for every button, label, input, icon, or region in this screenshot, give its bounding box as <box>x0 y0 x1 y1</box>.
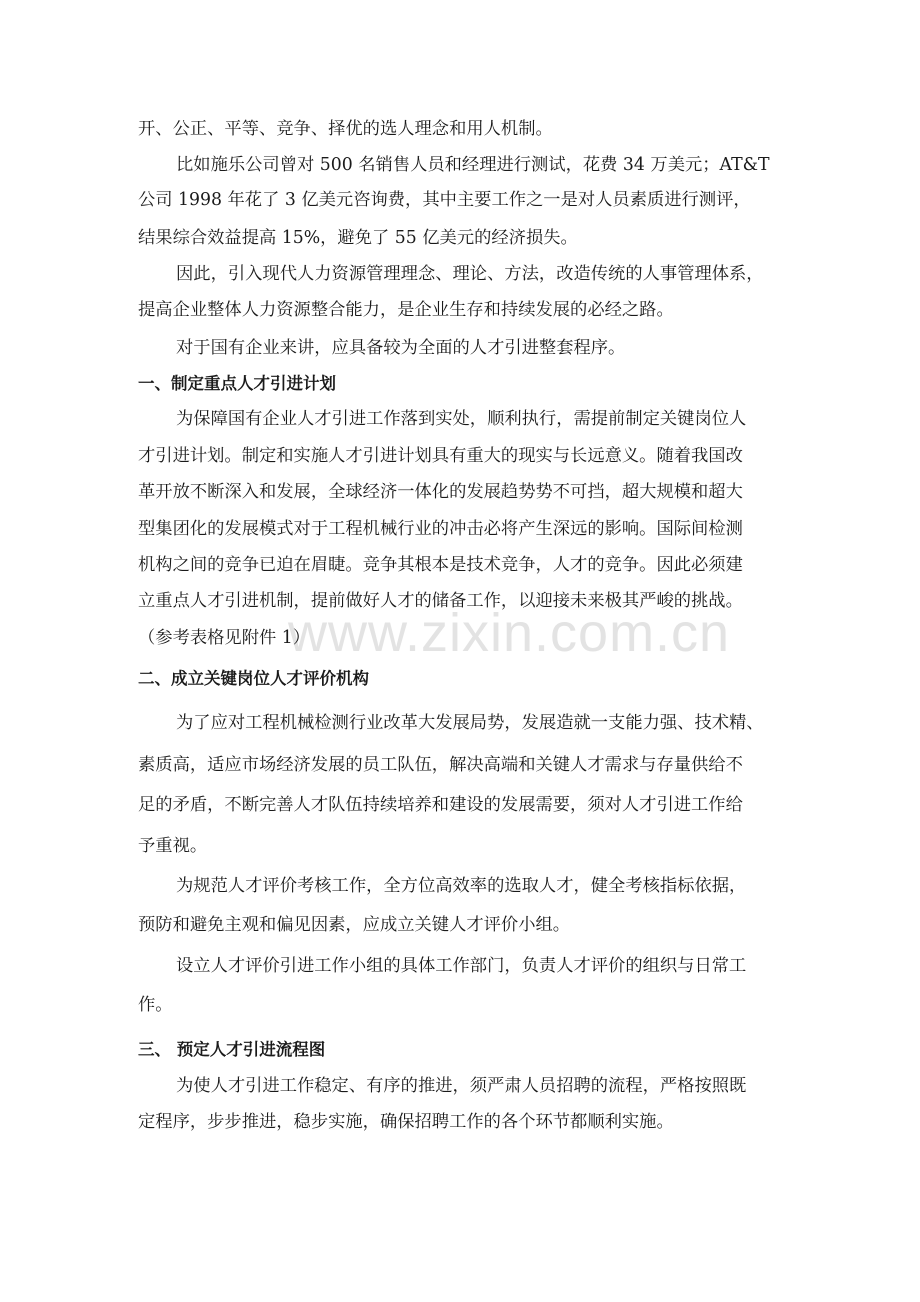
watermark: www.zixin.com.cn <box>288 603 731 663</box>
text-line: 对于国有企业来讲，应具备较为全面的人才引进整套程序。 <box>176 338 626 358</box>
text-line: 因此，引入现代人力资源管理理念、理论、方法，改造传统的人事管理体系， <box>176 264 764 284</box>
text-line: 结果综合效益提高 15%，避免了 55 亿美元的经济损失。 <box>138 228 578 248</box>
text-line: 比如施乐公司曾对 500 名销售人员和经理进行测试，花费 34 万美元；AT&T <box>176 155 770 175</box>
text-line: 提高企业整体人力资源整合能力，是企业生存和持续发展的必经之路。 <box>138 300 674 320</box>
text-line: 才引进计划。制定和实施人才引进计划具有重大的现实与长远意义。随着我国改 <box>138 446 743 466</box>
text-line: 机构之间的竞争已迫在眉睫。竞争其根本是技术竞争，人才的竞争。因此必须建 <box>138 555 743 575</box>
text-line: 为保障国有企业人才引进工作落到实处，顺利执行，需提前制定关键岗位人 <box>176 409 747 429</box>
section-heading-1: 一、制定重点人才引进计划 <box>138 374 336 393</box>
text-line: 开、公正、平等、竞争、择优的选人理念和用人机制。 <box>138 119 553 139</box>
text-line: （参考表格见附件 1） <box>138 628 311 648</box>
text-line: 定程序，步步推进，稳步实施，确保招聘工作的各个环节都顺利实施。 <box>138 1112 674 1132</box>
text-line: 为规范人才评价考核工作，全方位高效率的选取人才，健全考核指标依据， <box>176 876 747 896</box>
text-line: 立重点人才引进机制，提前做好人才的储备工作，以迎接未来极其严峻的挑战。 <box>138 591 743 611</box>
text-line: 为使人才引进工作稳定、有序的推进，须严肃人员招聘的流程，严格按照既 <box>176 1076 747 1096</box>
section-heading-2: 二、成立关键岗位人才评价机构 <box>138 669 369 688</box>
text-line: 足的矛盾，不断完善人才队伍持续培养和建设的发展需要，须对人才引进工作给 <box>138 795 743 815</box>
text-line: 素质高，适应市场经济发展的员工队伍，解决高端和关键人才需求与存量供给不 <box>138 755 743 775</box>
text-line: 予重视。 <box>138 836 208 856</box>
text-line: 革开放不断深入和发展，全球经济一体化的发展趋势势不可挡，超大规模和超大 <box>138 482 743 502</box>
text-line: 公司 1998 年花了 3 亿美元咨询费，其中主要工作之一是对人员素质进行测评， <box>138 190 751 210</box>
section-heading-3: 三、 预定人才引进流程图 <box>138 1040 326 1059</box>
text-line: 型集团化的发展模式对于工程机械行业的冲击必将产生深远的影响。国际间检测 <box>138 519 743 539</box>
text-line: 为了应对工程机械检测行业改革大发展局势，发展造就一支能力强、技术精、 <box>176 713 764 733</box>
text-line: 设立人才评价引进工作小组的具体工作部门，负责人才评价的组织与日常工 <box>176 956 747 976</box>
text-line: 作。 <box>138 995 173 1015</box>
text-line: 预防和避免主观和偏见因素，应成立关键人才评价小组。 <box>138 915 571 935</box>
